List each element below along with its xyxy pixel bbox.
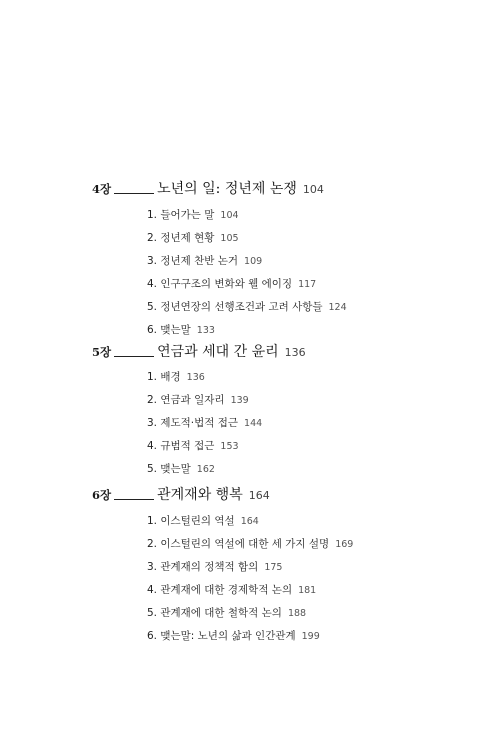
section-page-number: 169 bbox=[335, 539, 354, 550]
list-item bbox=[147, 437, 447, 460]
chapter-title: 노년의 일: 정년제 논쟁 bbox=[157, 181, 297, 197]
section-title: 5. 정년연장의 선행조건과 고려 사항들 bbox=[147, 301, 323, 313]
chapter-number: 5장 bbox=[92, 345, 112, 359]
section-page-number: 162 bbox=[196, 464, 215, 475]
section-title: 6. 맺는말: 노년의 삶과 인간관계 bbox=[147, 630, 296, 642]
section-page-number: 104 bbox=[220, 210, 239, 221]
section-page-number: 188 bbox=[287, 608, 307, 619]
section-page-number: 133 bbox=[196, 325, 215, 336]
list-item bbox=[147, 391, 447, 414]
section-page-number: 139 bbox=[230, 395, 249, 406]
section-title: 5. 관계재에 대한 철학적 논의 bbox=[147, 607, 282, 619]
section-title: 5. 맺는말 bbox=[147, 463, 191, 475]
list-item bbox=[147, 368, 447, 391]
list-item bbox=[147, 604, 447, 627]
section-title: 3. 제도적·법적 접근 bbox=[147, 417, 239, 429]
section-title: 2. 연금과 일자리 bbox=[147, 394, 225, 406]
chapter-5 bbox=[92, 341, 422, 475]
chapter-divider-line bbox=[114, 193, 154, 194]
chapter-page-number: 164 bbox=[248, 489, 270, 502]
section-title: 1. 배경 bbox=[147, 371, 181, 383]
section-title: 6. 맺는말 bbox=[147, 324, 191, 336]
list-item bbox=[147, 558, 447, 581]
chapter-heading bbox=[92, 484, 422, 504]
list-item bbox=[147, 252, 447, 275]
list-item bbox=[147, 460, 447, 483]
chapter-divider-line bbox=[114, 356, 154, 357]
list-item bbox=[147, 627, 447, 650]
chapter-title: 연금과 세대 간 윤리 bbox=[157, 344, 279, 360]
chapter-heading bbox=[92, 341, 422, 361]
section-title: 4. 규범적 접근 bbox=[147, 440, 215, 452]
chapter-number: 6장 bbox=[92, 488, 112, 502]
section-page-number: 175 bbox=[264, 562, 283, 573]
section-title: 2. 이스털린의 역설에 대한 세 가지 설명 bbox=[147, 538, 330, 550]
chapter-number: 4장 bbox=[92, 182, 112, 196]
list-item bbox=[147, 206, 447, 229]
list-item bbox=[147, 535, 447, 558]
list-item bbox=[147, 275, 447, 298]
chapter-divider-line bbox=[114, 499, 154, 500]
section-title: 3. 관계재의 정책적 함의 bbox=[147, 561, 259, 573]
section-title: 4. 관계재에 대한 경제학적 논의 bbox=[147, 584, 293, 596]
section-page-number: 117 bbox=[298, 279, 317, 290]
chapter-page-number: 104 bbox=[302, 183, 324, 196]
chapter-title: 관계재와 행복 bbox=[157, 487, 243, 503]
section-title: 1. 들어가는 말 bbox=[147, 209, 215, 221]
section-title: 4. 인구구조의 변화와 웰 에이징 bbox=[147, 278, 293, 290]
list-item bbox=[147, 581, 447, 604]
list-item bbox=[147, 229, 447, 252]
section-list bbox=[147, 206, 447, 344]
chapter-4 bbox=[92, 178, 422, 336]
chapter-heading bbox=[92, 178, 422, 198]
section-title: 1. 이스털린의 역설 bbox=[147, 515, 235, 527]
section-page-number: 136 bbox=[186, 372, 205, 383]
section-page-number: 181 bbox=[298, 585, 317, 596]
list-item bbox=[147, 414, 447, 437]
section-title: 3. 정년제 찬반 논거 bbox=[147, 255, 239, 267]
section-page-number: 144 bbox=[244, 418, 263, 429]
chapter-6 bbox=[92, 484, 422, 642]
section-page-number: 105 bbox=[220, 233, 239, 244]
list-item bbox=[147, 298, 447, 321]
list-item bbox=[147, 512, 447, 535]
section-list bbox=[147, 512, 447, 650]
section-page-number: 164 bbox=[240, 516, 259, 527]
section-title: 2. 정년제 현황 bbox=[147, 232, 215, 244]
chapter-page-number: 136 bbox=[284, 346, 306, 359]
section-page-number: 124 bbox=[328, 302, 347, 313]
section-page-number: 199 bbox=[301, 631, 320, 642]
section-page-number: 109 bbox=[244, 256, 263, 267]
section-page-number: 153 bbox=[220, 441, 239, 452]
section-list bbox=[147, 368, 447, 483]
